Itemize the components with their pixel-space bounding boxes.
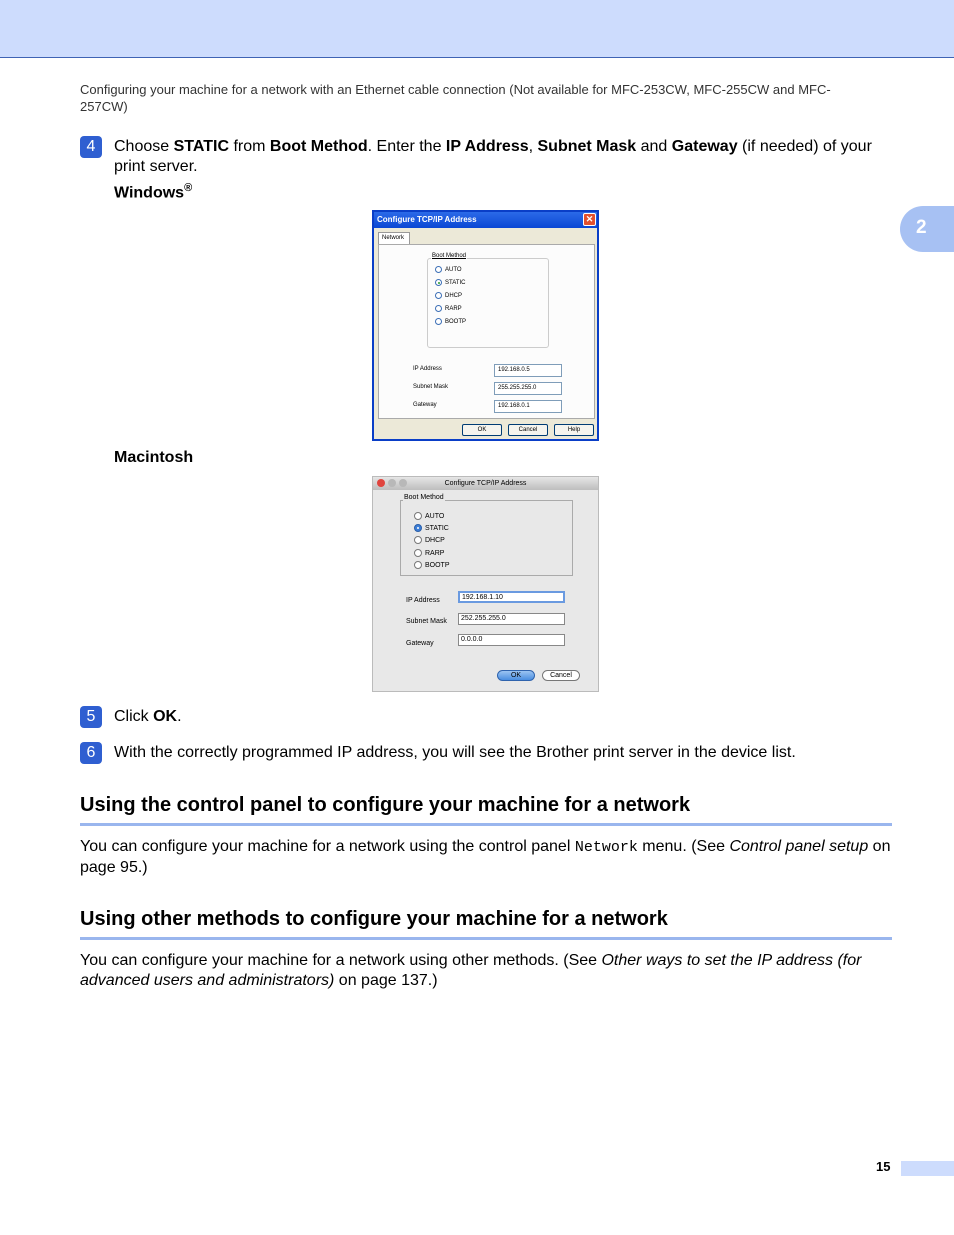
cancel-button[interactable]: Cancel: [508, 424, 548, 436]
ip-address-label: IP Address: [406, 597, 440, 604]
radio-auto[interactable]: AUTO: [435, 266, 462, 273]
radio-bootp[interactable]: BOOTP: [435, 318, 466, 325]
section-paragraph: You can configure your machine for a network using the control panel Network menu. (See Control panel setup on page 95.): [80, 838, 891, 876]
section-paragraph: You can configure your machine for a network using other methods. (See Other ways to set the IP address (for advanced users and administrators) on page 137.): [80, 952, 862, 989]
step-6: [80, 742, 890, 764]
radio-icon: [435, 305, 442, 312]
gateway-label: Gateway: [406, 640, 434, 647]
radio-icon: [435, 292, 442, 299]
radio-icon: [435, 266, 442, 273]
gateway-input[interactable]: 192.168.0.1: [494, 400, 562, 413]
ip-address-input[interactable]: 192.168.1.10: [458, 591, 565, 603]
subnet-mask-label: Subnet Mask: [413, 384, 449, 390]
chapter-tab: [900, 206, 954, 252]
help-button[interactable]: Help: [554, 424, 594, 436]
radio-icon: [414, 512, 422, 520]
gateway-label: Gateway: [413, 402, 437, 408]
radio-auto[interactable]: AUTO: [414, 512, 444, 520]
subnet-mask-input[interactable]: 252.255.255.0: [458, 613, 565, 625]
windows-dialog: [372, 210, 599, 441]
step-4: [80, 136, 890, 178]
header-band: [0, 0, 954, 58]
step-5-text: Click OK.: [114, 708, 182, 725]
subnet-mask-label: Subnet Mask: [406, 618, 447, 625]
minimize-icon[interactable]: [388, 479, 396, 487]
radio-static[interactable]: STATIC: [414, 524, 449, 532]
boot-method-group: [427, 253, 549, 348]
footer-band: [901, 1161, 954, 1176]
radio-dhcp[interactable]: DHCP: [414, 536, 445, 544]
group-title: Boot Method: [432, 253, 467, 259]
gateway-input[interactable]: 0.0.0.0: [458, 634, 565, 646]
radio-rarp[interactable]: RARP: [435, 305, 462, 312]
radio-icon: [414, 536, 422, 544]
group-title: Boot Method: [404, 494, 444, 501]
ip-address-label: IP Address: [413, 366, 442, 372]
step-number-badge: 5: [80, 706, 102, 728]
macintosh-label: Macintosh: [114, 449, 194, 466]
radio-dhcp[interactable]: DHCP: [435, 292, 462, 299]
radio-bootp[interactable]: BOOTP: [414, 561, 450, 569]
ok-button[interactable]: OK: [462, 424, 502, 436]
ip-address-input[interactable]: 192.168.0.5: [494, 364, 562, 377]
cross-reference-link[interactable]: Control panel setup: [729, 838, 869, 855]
step-number-badge: 6: [80, 742, 102, 764]
zoom-icon[interactable]: [399, 479, 407, 487]
radio-icon: [414, 561, 422, 569]
radio-static[interactable]: STATIC: [435, 279, 465, 286]
radio-selected-icon: [435, 279, 442, 286]
windows-label: Windows®: [114, 182, 193, 202]
subnet-mask-input[interactable]: 255.255.255.0: [494, 382, 562, 395]
mac-dialog: [372, 476, 599, 692]
section-heading: Using other methods to configure your machine for a network: [80, 908, 892, 940]
dialog-titlebar: Configure TCP/IP Address ✕: [374, 212, 597, 228]
page-number: 15: [876, 1159, 891, 1174]
step-6-text: With the correctly programmed IP address, you will see the Brother print server in the device list.: [114, 744, 796, 761]
section-heading: Using the control panel to configure your machine for a network: [80, 794, 892, 826]
tab-network[interactable]: Network: [378, 232, 410, 245]
radio-icon: [435, 318, 442, 325]
radio-rarp[interactable]: RARP: [414, 549, 444, 557]
step-4-text: Choose STATIC from Boot Method. Enter the IP Address, Subnet Mask and Gateway (if needed) of your print server.: [114, 138, 872, 175]
dialog-titlebar: Configure TCP/IP Address: [373, 477, 598, 490]
radio-selected-icon: [414, 524, 422, 532]
close-icon[interactable]: ✕: [583, 213, 596, 226]
ok-button[interactable]: OK: [497, 670, 535, 681]
cancel-button[interactable]: Cancel: [542, 670, 580, 681]
chapter-number: 2: [916, 217, 927, 238]
radio-icon: [414, 549, 422, 557]
network-panel: [378, 244, 595, 419]
step-5: [80, 706, 890, 728]
step-number-badge: 4: [80, 136, 102, 158]
running-header: Configuring your machine for a network with an Ethernet cable connection (Not available for MFC-253CW, MFC-255CW and MFC-257CW): [80, 82, 831, 114]
cross-reference-link[interactable]: Other ways to set the IP address (for advanced users and administrators): [80, 952, 862, 989]
close-icon[interactable]: [377, 479, 385, 487]
